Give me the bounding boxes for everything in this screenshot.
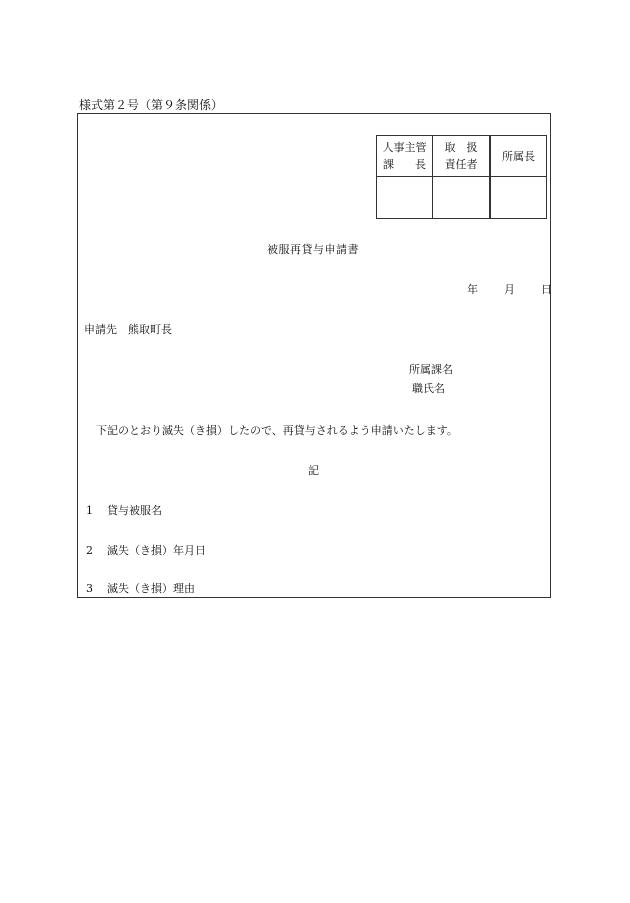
- item-number: 1: [86, 504, 93, 517]
- stamp-box-handler[interactable]: [433, 177, 491, 219]
- item-number: 2: [86, 544, 93, 557]
- item-number: 3: [86, 582, 93, 595]
- approval-handler-line2: 責任者: [444, 158, 478, 171]
- approval-hr-chief-line1: 人事主管: [382, 141, 427, 154]
- stamp-box-hr-chief[interactable]: [377, 177, 433, 219]
- form-number-label: 様式第２号（第９条関係）: [79, 98, 224, 112]
- item-label: 滅失（き損）理由: [107, 582, 195, 595]
- stamp-box-dept-head[interactable]: [490, 177, 547, 219]
- ki-heading: 記: [308, 464, 319, 477]
- document-title: 被服再貸与申請書: [267, 243, 359, 256]
- approval-header-hr-chief: [377, 136, 433, 177]
- item-label: 貸与被服名: [107, 504, 162, 517]
- item-label: 滅失（き損）年月日: [107, 544, 206, 557]
- approval-header-handler: [433, 136, 491, 177]
- date-year: 年: [467, 283, 478, 296]
- approval-header-dept-head: 所属長: [490, 136, 547, 177]
- department-label: 所属課名: [409, 363, 453, 376]
- date-day: 日: [541, 283, 552, 296]
- item-uniform-name: [86, 502, 162, 518]
- recipient-line: 申請先 熊取町長: [84, 323, 172, 336]
- approval-stamp-table: [376, 135, 547, 219]
- approval-handler-line1: 取 扱: [444, 141, 478, 154]
- title-name-label: 職氏名: [412, 382, 445, 395]
- date-month: 月: [504, 283, 515, 296]
- date-line: [467, 281, 552, 297]
- item-loss-reason: [86, 580, 195, 596]
- request-statement: 下記のとおり滅失（き損）したので、再貸与されるよう申請いたします。: [96, 424, 458, 437]
- approval-hr-chief-line2: 課 長: [383, 158, 426, 171]
- item-loss-date: [86, 542, 206, 558]
